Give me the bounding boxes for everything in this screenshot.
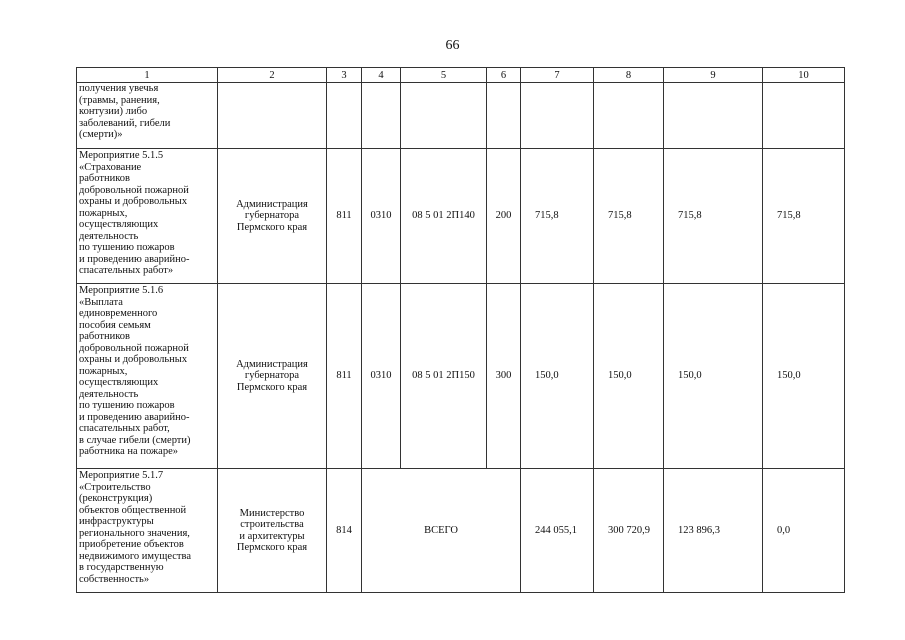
column-header: 6 <box>487 68 521 83</box>
measure-name-cell: Мероприятие 5.1.6 «Выплата единовременного пособия семьям работников добровольной пожарной охраны и добровольных пожарных, осуществляющих деятельность по тушению пожаров и проведению аварийно- спасательных работ, в случае гибели (смерти) работника на пожаре» <box>77 284 218 469</box>
table-header-row <box>77 68 845 83</box>
table-row <box>77 284 845 469</box>
value-cell: 715,8 <box>664 149 763 284</box>
value-cell: 715,8 <box>594 149 664 284</box>
column-header: 3 <box>327 68 362 83</box>
admin-code-cell: 811 <box>327 284 362 469</box>
admin-code-cell <box>327 83 362 149</box>
column-header: 5 <box>401 68 487 83</box>
column-header: 2 <box>218 68 327 83</box>
measure-name-cell: Мероприятие 5.1.5 «Страхование работников добровольной пожарной охраны и добровольных пожарных, осуществляющих деятельность по тушению пожаров и проведению аварийно- спасательных работ» <box>77 149 218 284</box>
admin-code-cell: 814 <box>327 469 362 593</box>
value-cell: 715,8 <box>763 149 845 284</box>
target-item-cell <box>401 83 487 149</box>
value-cell <box>664 83 763 149</box>
value-cell: 150,0 <box>763 284 845 469</box>
value-cell: 123 896,3 <box>664 469 763 593</box>
expense-type-cell <box>487 83 521 149</box>
section-code-cell <box>362 83 401 149</box>
column-header: 8 <box>594 68 664 83</box>
executor-cell: Министерство строительства и архитектуры Пермского края <box>218 469 327 593</box>
column-header: 1 <box>77 68 218 83</box>
expense-type-cell: 200 <box>487 149 521 284</box>
measure-name-cell: получения увечья (травмы, ранения, контузии) либо заболеваний, гибели (смерти)» <box>77 83 218 149</box>
value-cell <box>763 83 845 149</box>
section-code-cell: 0310 <box>362 149 401 284</box>
admin-code-cell: 811 <box>327 149 362 284</box>
target-item-cell: 08 5 01 2П140 <box>401 149 487 284</box>
budget-table <box>76 67 845 593</box>
value-cell: 0,0 <box>763 469 845 593</box>
value-cell: 150,0 <box>521 284 594 469</box>
measure-name-cell: Мероприятие 5.1.7 «Строительство (реконструкция) объектов общественной инфраструктуры регионального значения, приобретение объектов недвижимого имущества в государственную собственность» <box>77 469 218 593</box>
value-cell: 300 720,9 <box>594 469 664 593</box>
column-header: 9 <box>664 68 763 83</box>
executor-cell: Администрация губернатора Пермского края <box>218 149 327 284</box>
value-cell: 150,0 <box>594 284 664 469</box>
column-header: 7 <box>521 68 594 83</box>
table-row <box>77 83 845 149</box>
table-row <box>77 469 845 593</box>
value-cell: 244 055,1 <box>521 469 594 593</box>
column-header: 10 <box>763 68 845 83</box>
expense-type-cell: 300 <box>487 284 521 469</box>
executor-cell: Администрация губернатора Пермского края <box>218 284 327 469</box>
target-item-cell: 08 5 01 2П150 <box>401 284 487 469</box>
table-row <box>77 149 845 284</box>
value-cell <box>594 83 664 149</box>
total-label-cell: ВСЕГО <box>362 469 521 593</box>
executor-cell <box>218 83 327 149</box>
column-header: 4 <box>362 68 401 83</box>
section-code-cell: 0310 <box>362 284 401 469</box>
page-number: 66 <box>445 38 460 53</box>
value-cell: 715,8 <box>521 149 594 284</box>
value-cell: 150,0 <box>664 284 763 469</box>
value-cell <box>521 83 594 149</box>
